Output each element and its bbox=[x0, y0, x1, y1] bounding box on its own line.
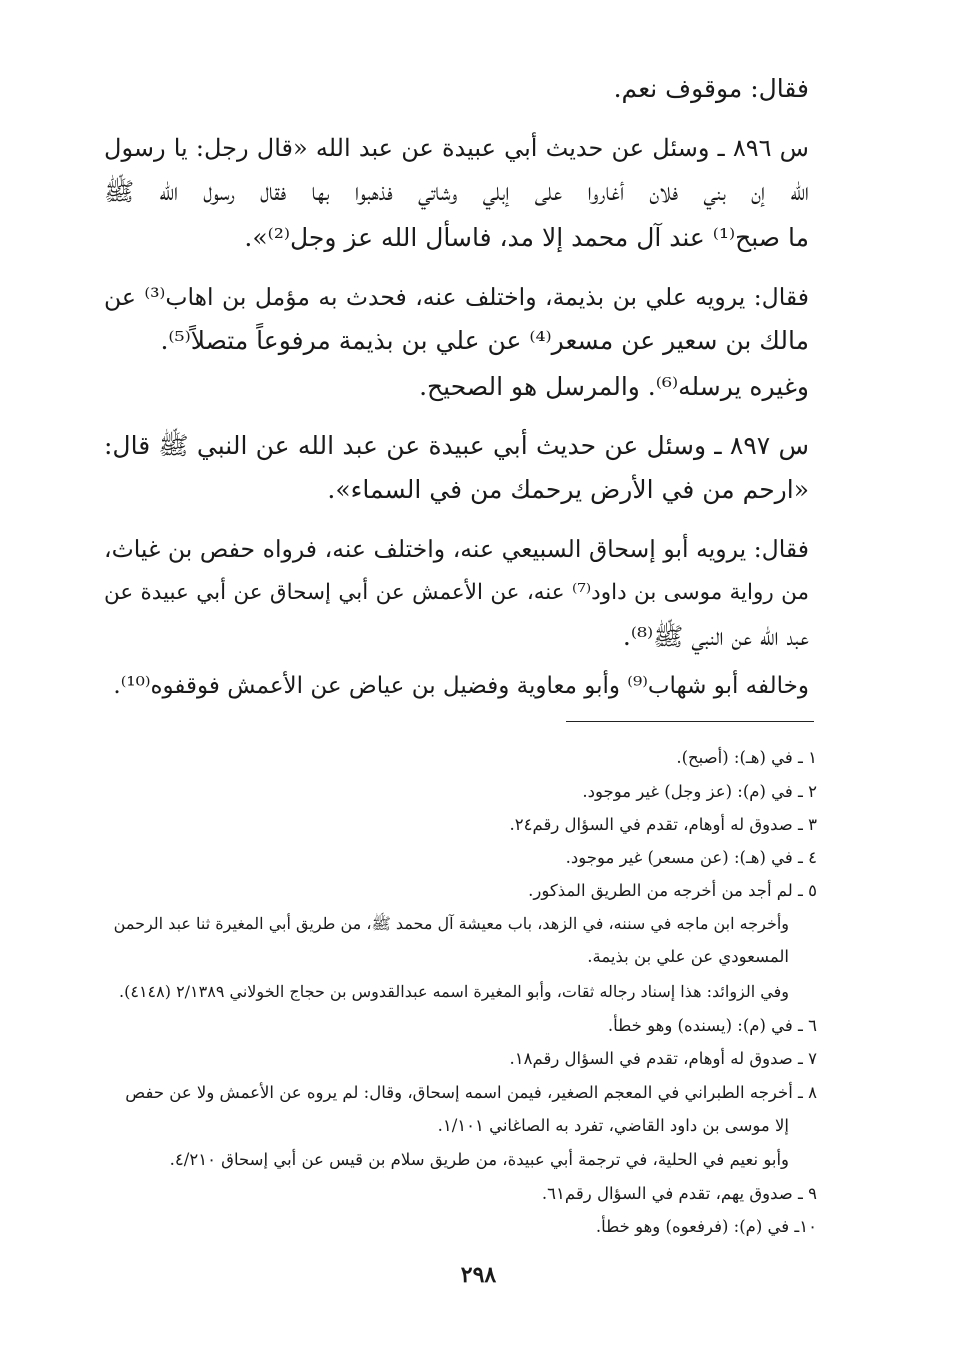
footnote-5-continuation-1: وأخرجه ابن ماجه في سننه، في الزهد، باب معيشة آل محمد ﷺ، من طريق أبي المغيرة ثنا عبد الرحمن bbox=[113, 914, 789, 933]
footnote-7: ٧ ـ صدوق له أوهام، تقدم في السؤال رقم١٨. bbox=[509, 1049, 817, 1068]
question-896-line-3: ما صبح⁽¹⁾ عند آل محمد إلا مد، فاسأل الله عز وجل⁽²⁾». bbox=[244, 223, 809, 252]
footnote-10: ١٠ـ في (م): (فرفعوه) وهو خطأ. bbox=[595, 1217, 817, 1236]
answer-896-line-1: فقال: يرويه علي بن بذيمة، واختلف عنه، فحدث به مؤمل بن اهاب⁽³⁾ عن bbox=[104, 283, 809, 311]
question-897-line-2: «ارحم من في الأرض يرحمك من في السماء». bbox=[327, 475, 809, 504]
footnote-4: ٤ ـ في (هـ): (عن مسعر) غير موجود. bbox=[565, 848, 817, 867]
answer-897-line-1: فقال: يرويه أبو إسحاق السبيعي عنه، واختلف عنه، فرواه حفص بن غياث، bbox=[104, 535, 809, 563]
footnote-2: ٢ ـ في (م): (عز وجل) غير موجود. bbox=[582, 782, 817, 801]
footnote-8: ٨ ـ أخرجه الطبراني في المعجم الصغير، فيمن اسمه إسحاق، وقال: لم يروه عن الأعمش ولا عن حفص bbox=[125, 1083, 817, 1102]
footnote-3: ٣ ـ صدوق له أوهام، تقدم في السؤال رقم٢٤. bbox=[509, 815, 817, 834]
footnote-6: ٦ ـ في (م): (يسنده) وهو خطأ. bbox=[607, 1016, 817, 1035]
question-896-line-1: س ٨٩٦ ـ وسئل عن حديث أبي عبيدة عن عبد الله «قال رجل: يا رسول bbox=[104, 134, 809, 162]
footnote-5-continuation-2: المسعودي عن علي بن بذيمة. bbox=[587, 947, 789, 966]
body-line-1: فقال: موقوف نعم. bbox=[613, 74, 809, 103]
answer-897-line-2: من رواية موسى بن داود⁽⁷⁾ عنه، عن الأعمش عن أبي إسحاق عن أبي عبيدة عن bbox=[104, 580, 809, 605]
footnote-1: ١ ـ في (هـ): (أصبح). bbox=[676, 748, 817, 767]
question-897-line-1: س ٨٩٧ ـ وسئل عن حديث أبي عبيدة عن عبد الله عن النبي ﷺ قال: bbox=[104, 431, 809, 460]
footnote-5-continuation-3: وفي الزوائد: هذا إسناد رجاله ثقات، وأبو المغيرة اسمه عبدالقدوس بن حجاج الخولاني ٢/١٣٨٩ (٤١٤٨). bbox=[119, 982, 789, 1001]
answer-896-line-2: مالك بن سعير عن مسعر⁽⁴⁾ عن علي بن بذيمة مرفوعاً متصلاً⁽⁵⁾. bbox=[160, 326, 809, 355]
footnote-8-continuation-1: إلا موسى بن داود القاضي، تفرد به الصاغاني ١/١٠١. bbox=[437, 1116, 789, 1135]
footnote-5: ٥ ـ لم أجد من أخرجه من الطريق المذكور. bbox=[528, 881, 817, 900]
answer-897-line-3: عبد الله عن النبي ﷺ⁽⁸⁾. bbox=[622, 622, 809, 651]
answer-896-line-3: وغيره يرسله⁽⁶⁾. والمرسل هو الصحيح. bbox=[419, 372, 809, 401]
answer-897-line-4: وخالفه أبو شهاب⁽⁹⁾ وأبو معاوية وفضيل بن عياض عن الأعمش فوقفوه⁽¹⁰⁾. bbox=[113, 673, 809, 699]
footnote-8-continuation-2: وأبو نعيم في الحلية، في ترجمة أبي عبيدة، من طريق سلام بن قيس عن أبي إسحاق ٤/٢١٠. bbox=[169, 1150, 789, 1169]
footnote-separator bbox=[566, 721, 814, 722]
page-number: ٢٩٨ bbox=[460, 1262, 497, 1288]
question-896-line-2: الله إن بني فلان أغاروا على إبلي وشاتي فذهبوا بها فقال رسول الله ﷺ bbox=[104, 177, 809, 206]
footnote-9: ٩ ـ صدوق يهم، تقدم في السؤال رقم٦١. bbox=[541, 1184, 817, 1203]
